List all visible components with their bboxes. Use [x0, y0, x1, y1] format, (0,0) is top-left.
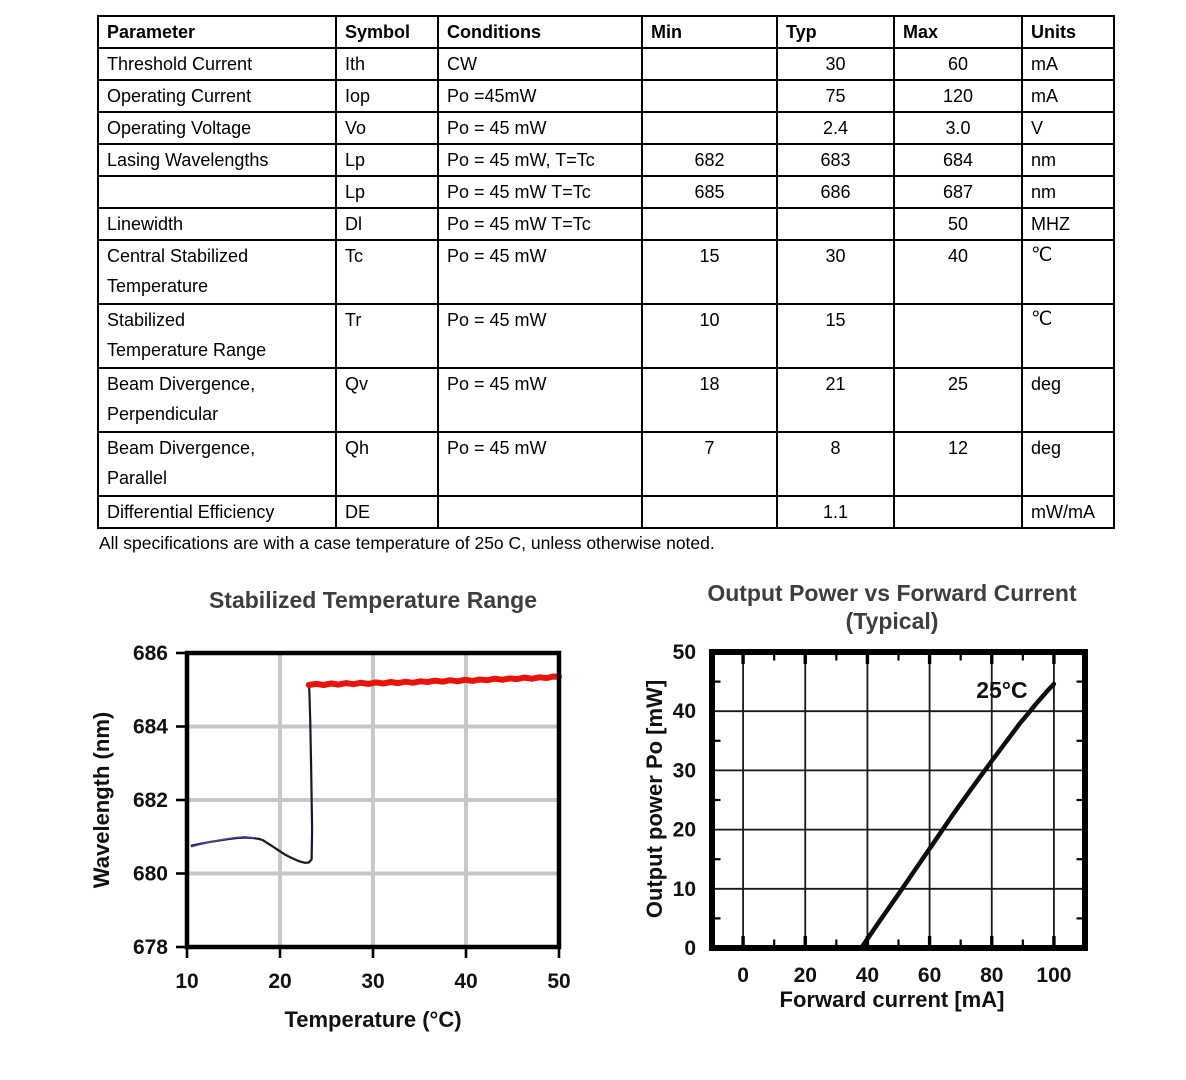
cell-min: 7 [642, 432, 777, 496]
output-power-chart [640, 575, 1126, 1040]
cell-min [642, 80, 777, 112]
table-row [98, 368, 1114, 432]
series [192, 677, 559, 863]
cell-conditions: Po = 45 mW T=Tc [438, 176, 642, 208]
cell-units: ℃ [1022, 240, 1114, 304]
cell-max: 3.0 [894, 112, 1022, 144]
cell-units: MHZ [1022, 208, 1114, 240]
table-row [98, 144, 1114, 176]
cell-max: 12 [894, 432, 1022, 496]
cell-units: nm [1022, 176, 1114, 208]
cell-max: 50 [894, 208, 1022, 240]
y-tick-label: 682 [132, 789, 168, 812]
cell-parameter: Lasing Wavelengths [98, 144, 336, 176]
table-row [98, 208, 1114, 240]
y-tick-label: 20 [672, 818, 696, 842]
table-row [98, 496, 1114, 528]
y-tick-label: 686 [132, 642, 168, 665]
cell-max [894, 496, 1022, 528]
cell-units: mA [1022, 80, 1114, 112]
cell-typ: 2.4 [777, 112, 894, 144]
cell-parameter: Beam Divergence, Perpendicular [98, 368, 336, 432]
series-li-curve [861, 684, 1054, 948]
output-power-vs-forward-current [640, 575, 1126, 1035]
cell-symbol: Tr [336, 304, 438, 368]
x-tick-labels [175, 970, 570, 993]
cell-parameter: Threshold Current [98, 48, 336, 80]
stabilized-temperature-chart [85, 575, 600, 1050]
cell-conditions: Po = 45 mW, T=Tc [438, 144, 642, 176]
cell-parameter: Stabilized Temperature Range [98, 304, 336, 368]
cell-symbol: Lp [336, 176, 438, 208]
cell-min [642, 48, 777, 80]
y-tick-label: 40 [672, 700, 696, 724]
cell-max: 60 [894, 48, 1022, 80]
x-tick-label: 100 [1036, 964, 1072, 987]
cell-symbol: Iop [336, 80, 438, 112]
cell-max: 40 [894, 240, 1022, 304]
column-header-typ: Typ [777, 16, 894, 48]
column-header-units: Units [1022, 16, 1114, 48]
cell-max: 120 [894, 80, 1022, 112]
cell-typ: 8 [777, 432, 894, 496]
x-axis-label: Forward current [mA] [779, 987, 1005, 1012]
axis-ticks [176, 653, 559, 958]
cell-symbol: Lp [336, 144, 438, 176]
table-row [98, 112, 1114, 144]
cell-symbol: Qh [336, 432, 438, 496]
x-tick-label: 30 [361, 970, 385, 993]
y-tick-label: 50 [672, 641, 696, 664]
column-header-max: Max [894, 16, 1022, 48]
cell-parameter: Operating Current [98, 80, 336, 112]
chart-title: Stabilized Temperature Range [208, 587, 538, 613]
cell-max: 684 [894, 144, 1022, 176]
cell-symbol: Qv [336, 368, 438, 432]
column-header-parameter: Parameter [98, 16, 336, 48]
cell-parameter [98, 176, 336, 208]
x-tick-label: 0 [737, 964, 749, 987]
cell-typ: 21 [777, 368, 894, 432]
cell-symbol: Dl [336, 208, 438, 240]
x-tick-label: 40 [855, 964, 880, 987]
cell-conditions: Po = 45 mW [438, 432, 642, 496]
table-row [98, 48, 1114, 80]
spec-table [97, 15, 1115, 529]
x-tick-label: 20 [268, 970, 292, 993]
cell-parameter: Operating Voltage [98, 112, 336, 144]
cell-min: 15 [642, 240, 777, 304]
x-tick-label: 60 [917, 964, 942, 987]
cell-conditions: Po = 45 mW [438, 368, 642, 432]
x-tick-label: 40 [454, 970, 478, 993]
x-tick-labels [737, 964, 1071, 987]
plot-border [712, 652, 1085, 948]
cell-min [642, 208, 777, 240]
series-wavelength-unstabilized [192, 685, 312, 863]
y-tick-labels [673, 641, 696, 960]
cell-typ: 30 [777, 48, 894, 80]
x-tick-label: 50 [547, 970, 571, 993]
cell-parameter: Linewidth [98, 208, 336, 240]
y-tick-label: 684 [132, 715, 168, 739]
cell-max: 687 [894, 176, 1022, 208]
cell-conditions: CW [438, 48, 642, 80]
cell-min: 18 [642, 368, 777, 432]
column-header-conditions: Conditions [438, 16, 642, 48]
table-row [98, 176, 1114, 208]
cell-conditions: Po = 45 mW [438, 112, 642, 144]
cell-parameter: Differential Efficiency [98, 496, 336, 528]
cell-units: V [1022, 112, 1114, 144]
column-header-symbol: Symbol [336, 16, 438, 48]
cell-units: ℃ [1022, 304, 1114, 368]
series [861, 684, 1054, 948]
x-tick-label: 20 [793, 964, 817, 987]
gridlines [712, 652, 1085, 948]
cell-typ: 15 [777, 304, 894, 368]
cell-units: mW/mA [1022, 496, 1114, 528]
y-axis-label: Wavelength (nm) [89, 711, 114, 889]
cell-units: mA [1022, 48, 1114, 80]
gridlines [187, 653, 559, 947]
cell-parameter: Beam Divergence, Parallel [98, 432, 336, 496]
cell-min: 685 [642, 176, 777, 208]
cell-max [894, 304, 1022, 368]
x-tick-label: 10 [175, 970, 199, 993]
y-tick-label: 0 [684, 937, 696, 960]
cell-conditions: Po = 45 mW T=Tc [438, 208, 642, 240]
series-wavelength-stabilized [309, 677, 559, 686]
cell-min [642, 496, 777, 528]
table-row [98, 240, 1114, 304]
cell-min [642, 112, 777, 144]
cell-typ: 1.1 [777, 496, 894, 528]
cell-max: 25 [894, 368, 1022, 432]
cell-symbol: Vo [336, 112, 438, 144]
table-row [98, 80, 1114, 112]
y-tick-label: 10 [672, 877, 696, 901]
cell-typ: 683 [777, 144, 894, 176]
y-tick-labels [133, 642, 168, 959]
cell-typ: 75 [777, 80, 894, 112]
x-axis-label: Temperature (°C) [284, 1007, 462, 1032]
x-tick-label: 80 [980, 964, 1004, 987]
cell-symbol: Ith [336, 48, 438, 80]
cell-typ: 686 [777, 176, 894, 208]
cell-units: nm [1022, 144, 1114, 176]
y-axis-label: Output power Po [mW] [642, 679, 667, 919]
cell-symbol: Tc [336, 240, 438, 304]
cell-conditions: Po =45mW [438, 80, 642, 112]
table-header-row [98, 16, 1114, 48]
y-tick-label: 678 [132, 936, 168, 959]
stabilized-temperature-range [85, 575, 600, 1045]
spec-note: All specifications are with a case temperature of 25o C, unless otherwise noted. [99, 533, 715, 553]
cell-parameter: Central Stabilized Temperature [98, 240, 336, 304]
chart-title: Output Power vs Forward Current [707, 580, 1077, 606]
cell-conditions [438, 496, 642, 528]
cell-typ [777, 208, 894, 240]
temperature-annotation: 25°C [976, 677, 1028, 704]
table-row [98, 432, 1114, 496]
cell-symbol: DE [336, 496, 438, 528]
cell-conditions: Po = 45 mW [438, 304, 642, 368]
table-row [98, 304, 1114, 368]
chart-subtitle: (Typical) [845, 608, 939, 634]
cell-units: deg [1022, 368, 1114, 432]
cell-units: deg [1022, 432, 1114, 496]
cell-min: 682 [642, 144, 777, 176]
y-tick-label: 680 [132, 862, 168, 886]
cell-typ: 30 [777, 240, 894, 304]
cell-min: 10 [642, 304, 777, 368]
y-tick-label: 30 [672, 759, 696, 783]
cell-conditions: Po = 45 mW [438, 240, 642, 304]
column-header-min: Min [642, 16, 777, 48]
